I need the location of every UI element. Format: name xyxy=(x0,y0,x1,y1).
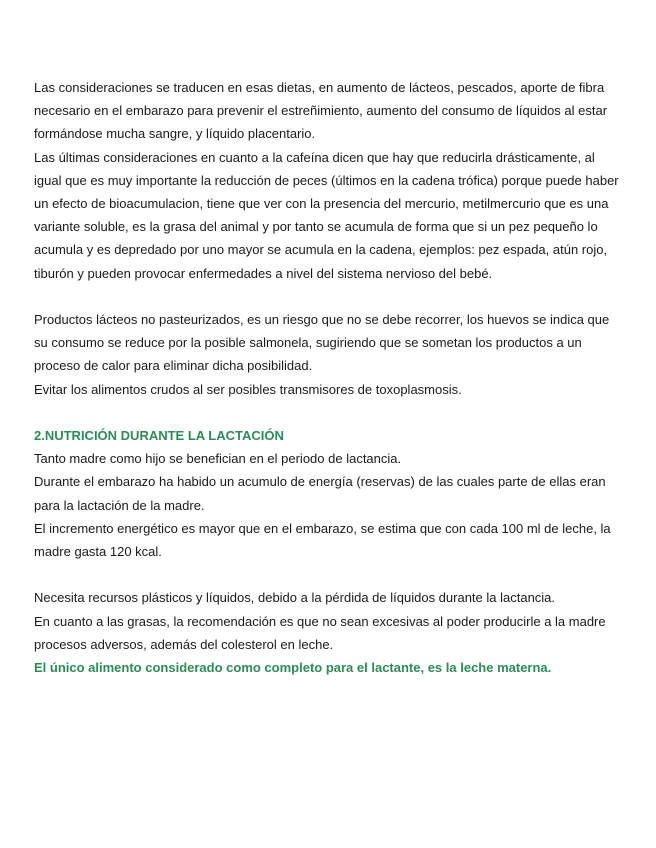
section-heading: 2.NUTRICIÓN DURANTE LA LACTACIÓN xyxy=(34,428,284,444)
paragraph-spacer xyxy=(34,563,620,586)
paragraph: El incremento energético es mayor que en el embarazo, se estima que con cada 100 ml de leche, la madre gasta 120 kcal. xyxy=(34,520,611,560)
paragraph: Las consideraciones se traducen en esas dietas, en aumento de lácteos, pescados, aporte de fibra necesario en el embarazo para prevenir el estreñimiento, aumento del consumo de líquidos al estar formándose mucha sangre, y líquido placentario. xyxy=(34,80,608,142)
paragraph: Necesita recursos plásticos y líquidos, debido a la pérdida de líquidos durante la lactancia. xyxy=(34,590,556,606)
paragraph: Durante el embarazo ha habido un acumulo de energía (reservas) de las cuales parte de ellas eran para la lactación de la madre. xyxy=(34,474,606,513)
paragraph: En cuanto a las grasas, la recomendación es que no sean excesivas al poder producirle a la madre procesos adversos, además del colesterol en leche. xyxy=(34,613,606,652)
paragraph: Evitar los alimentos crudos al ser posibles transmisores de toxoplasmosis. xyxy=(34,381,462,397)
paragraph-spacer xyxy=(34,285,620,308)
paragraph: Las últimas consideraciones en cuanto a la cafeína dicen que hay que reducirla drásticamente, al igual que es muy importante la reducción de peces (últimos en la cadena trófica) porque puede haber un efecto de bioacumulacion, tiene que ver con la presencia del mercurio, metilmercurio que es una variante soluble, es la grasa del animal y por tanto se acumula de forma que si un pez pequeño lo acumula y es depredado por uno mayor se acumula en la cadena, ejemplos: pez espada, atún rojo, tiburón y pueden provocar enfermedades a nivel del sistema nervioso del bebé. xyxy=(34,149,619,281)
paragraph: Productos lácteos no pasteurizados, es un riesgo que no se debe recorrer, los huevos se indica que su consumo se reduce por la posible salmonela, sugiriendo que se sometan los productos a un proceso de calor para eliminar dicha posibilidad. xyxy=(34,312,610,374)
highlight-statement: El único alimento considerado como completo para el lactante, es la leche materna. xyxy=(34,660,552,676)
paragraph-spacer xyxy=(34,401,620,424)
paragraph: Tanto madre como hijo se benefician en el periodo de lactancia. xyxy=(34,451,402,467)
